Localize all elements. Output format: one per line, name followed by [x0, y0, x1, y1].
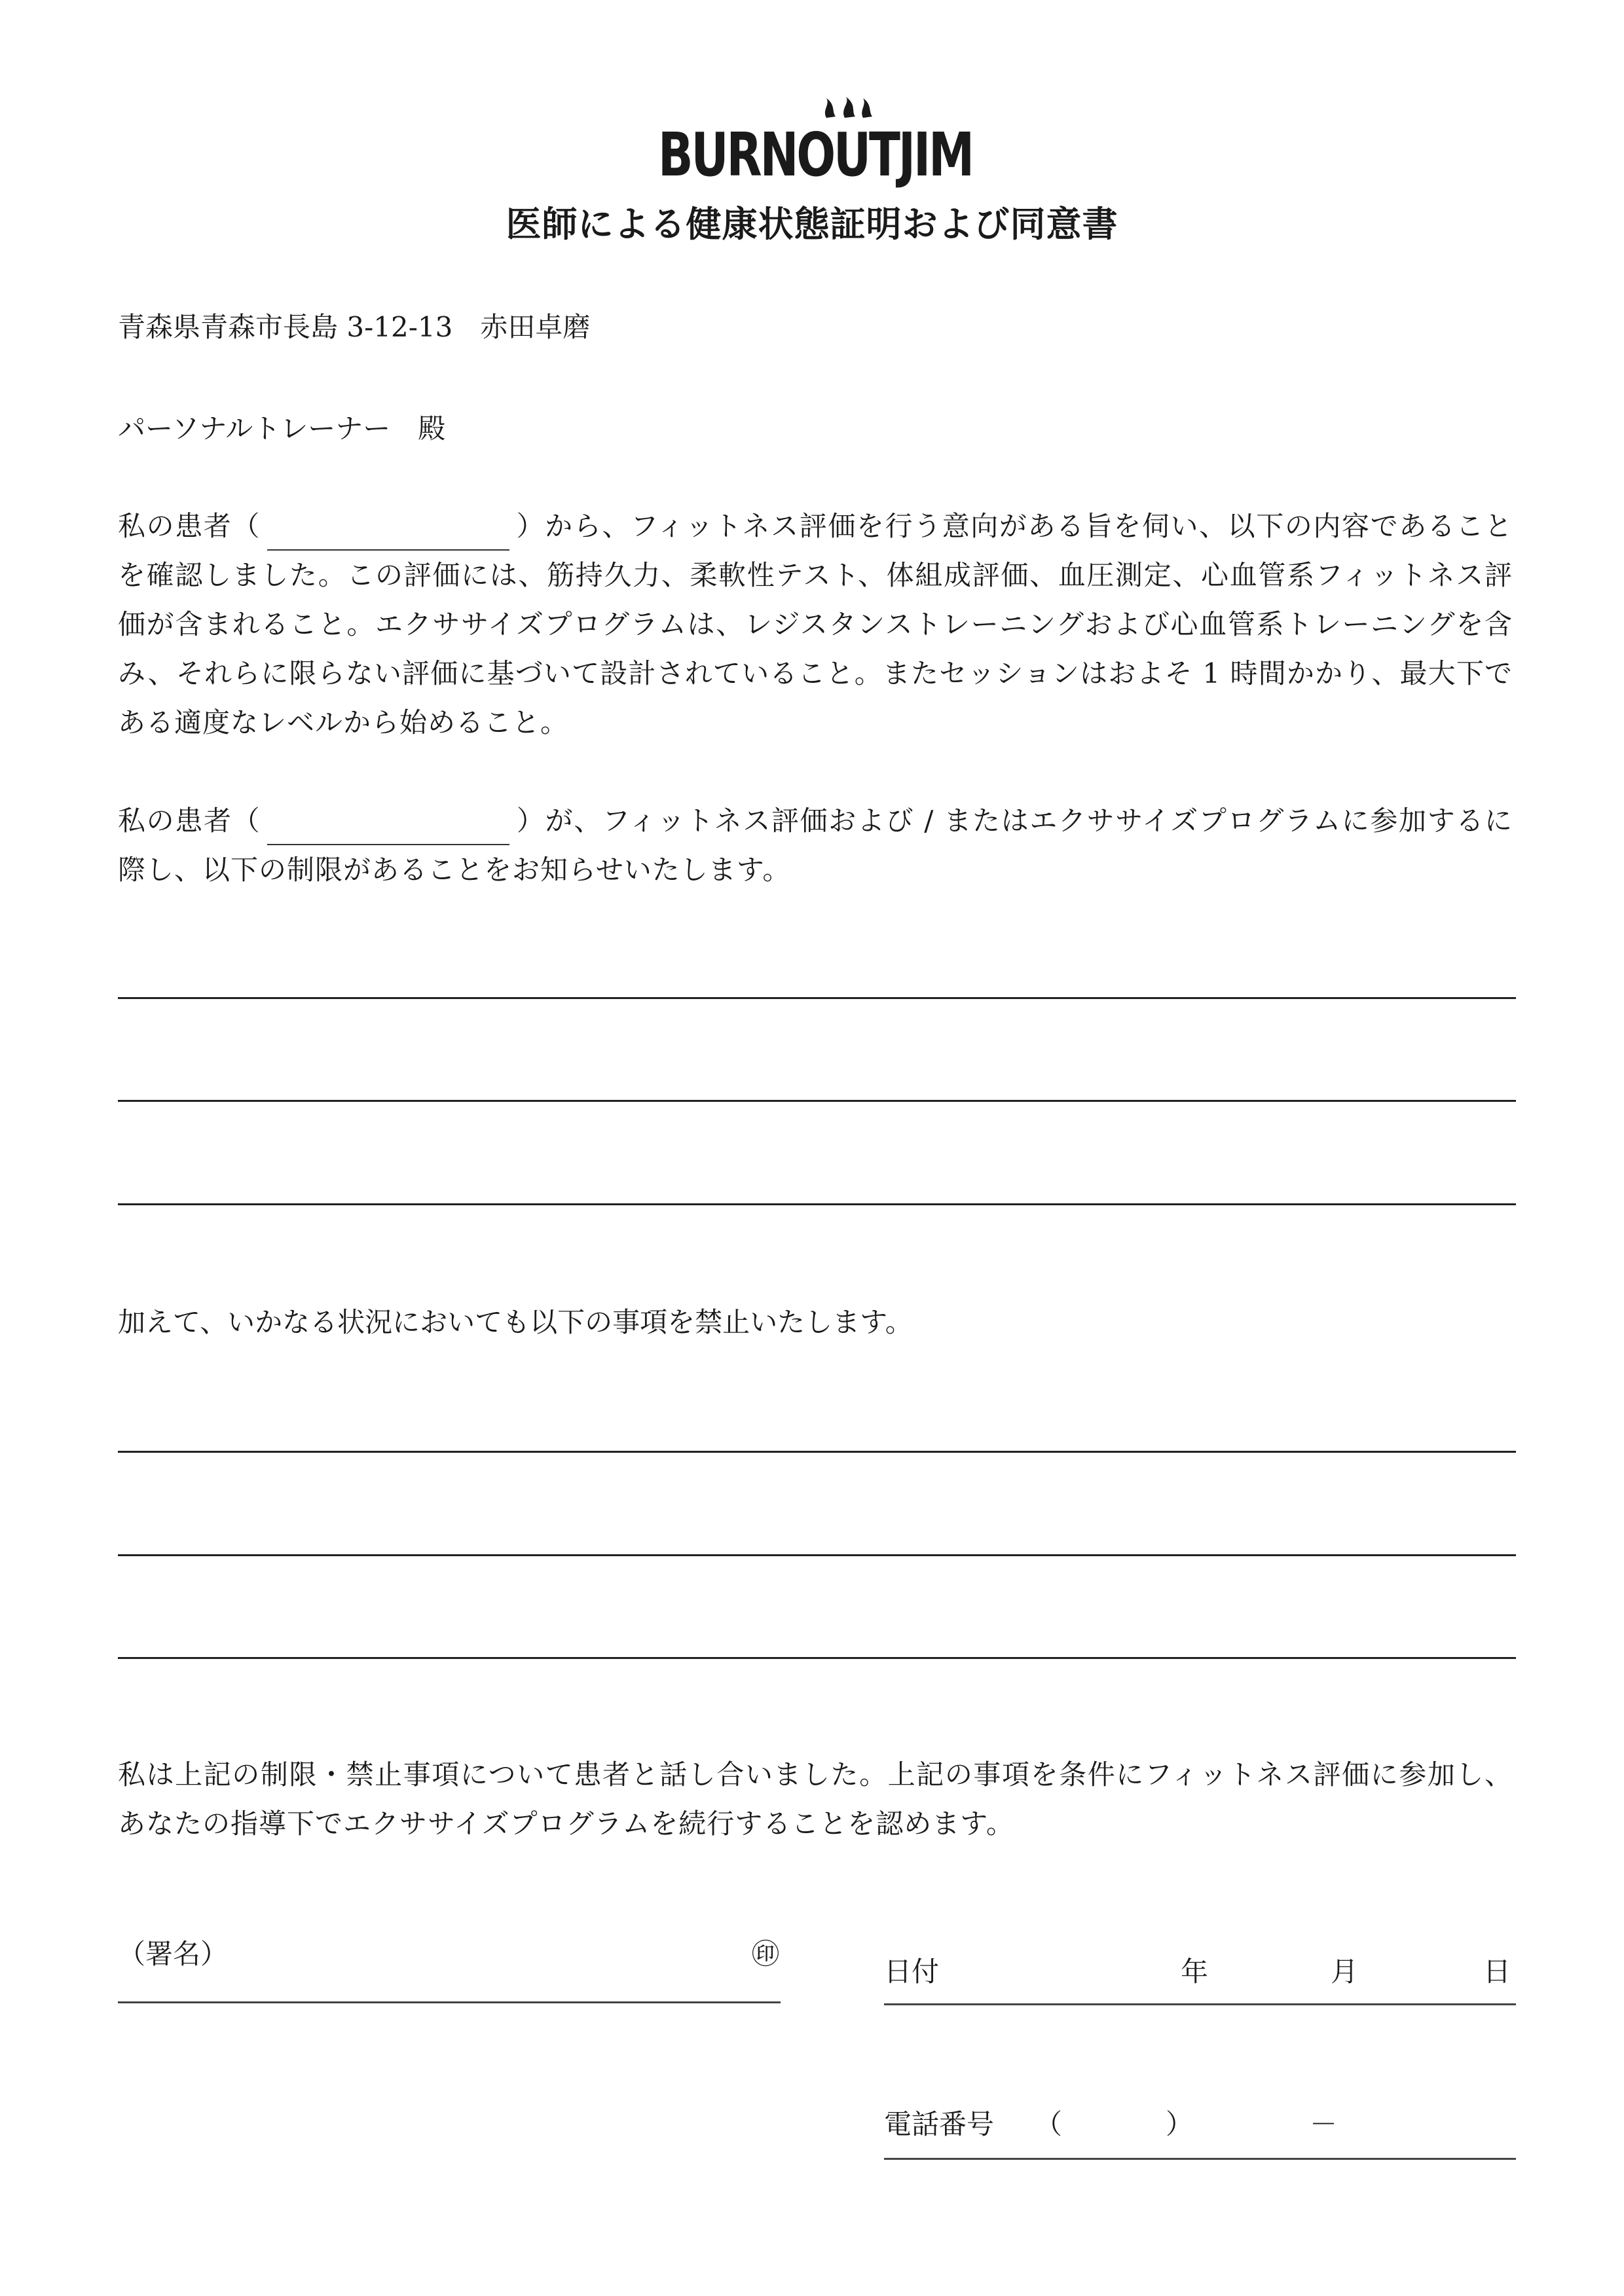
prohibition-line-1[interactable]: [118, 1451, 1516, 1453]
paragraph2-body: ）が、フィットネス評価および / またはエクササイズプログラムに参加するに際し、以下の制限があることをお知らせいたします。: [118, 805, 1513, 886]
paragraph1-body: ）から、フィットネス評価を行う意向がある旨を伺い、以下の内容であることを確認しました。この評価には、筋持久力、柔軟性テスト、体組成評価、血圧測定、心血管系フィットネス評価が含まれること。エクササイズプログラムは、レジスタンストレーニングおよび心血管系トレーニングを含み、それらに限らない評価に基づいて設計されていること。またセッションはおよそ 1 時間かかり、最大下である適度なレベルから始めること。: [118, 510, 1513, 738]
restriction-line-1[interactable]: [118, 997, 1516, 999]
date-day-label: 日: [1483, 1956, 1511, 1988]
signature-label: （署名）: [118, 1938, 229, 1970]
restriction-line-3[interactable]: [118, 1203, 1516, 1205]
date-year-label: 年: [1181, 1956, 1209, 1988]
page-title: 医師による健康状態証明および同意書: [506, 204, 1118, 245]
addressee: パーソナルトレーナー 殿: [118, 412, 446, 445]
phone-open-paren: （: [1035, 2108, 1063, 2140]
signature-field[interactable]: [118, 2001, 781, 2003]
sender-address: 青森県青森市長島 3-12-13 赤田卓磨: [118, 311, 591, 343]
logo-flame-icon: [825, 97, 872, 118]
paragraph-restrictions: [118, 796, 1513, 894]
phone-field[interactable]: [884, 2158, 1516, 2160]
paragraph2-prefix: 私の患者（: [118, 805, 261, 837]
date-label: 日付: [884, 1956, 940, 1988]
consent-paragraph: 私は上記の制限・禁止事項について患者と話し合いました。上記の事項を条件にフィットネス評価に参加し、あなたの指導下でエクササイズプログラムを続行することを認めます。: [118, 1758, 1513, 1840]
phone-label: 電話番号: [884, 2108, 995, 2140]
seal-icon: ㊞: [752, 1938, 780, 1970]
prohibition-line-3[interactable]: [118, 1657, 1516, 1659]
burnoutjim-logo: [655, 98, 976, 190]
date-field[interactable]: [884, 2003, 1516, 2005]
prohibition-line-2[interactable]: [118, 1554, 1516, 1556]
prohibition-text: 加えて、いかなる状況においても以下の事項を禁止いたします。: [118, 1306, 913, 1338]
patient-name-field-2[interactable]: [267, 810, 509, 845]
logo-text: BURNOUTJIM: [658, 120, 972, 190]
paragraph-assessment: [118, 501, 1513, 747]
restriction-line-2[interactable]: [118, 1100, 1516, 1102]
patient-name-field-1[interactable]: [267, 515, 509, 551]
phone-close-paren: ）: [1166, 2108, 1194, 2140]
phone-dash: －: [1310, 2108, 1338, 2140]
paragraph1-prefix: 私の患者（: [118, 510, 261, 542]
date-month-label: 月: [1331, 1956, 1359, 1988]
